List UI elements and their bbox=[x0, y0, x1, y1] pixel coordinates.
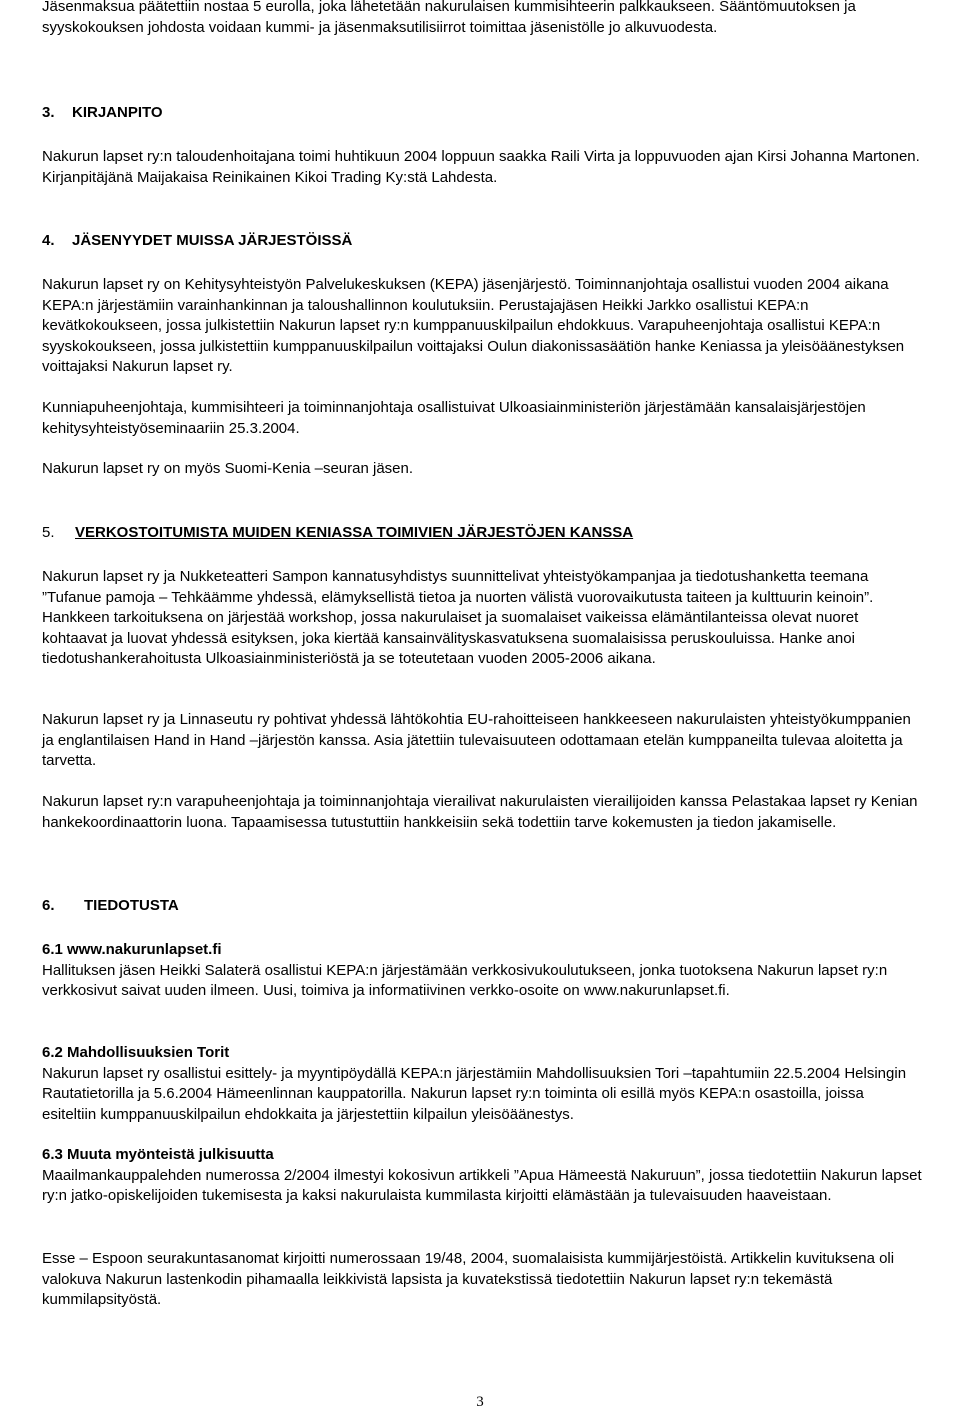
body-text: Jäsenmaksua päätettiin nostaa 5 eurolla, joka lähetetään nakurulaisen kummisihteerin palkkaukseen. Sääntömuutoksen ja syyskokouksen johdosta voidaan kummi- ja jäsenmaksutilisiirrot toimittaa jäsenistölle jo alkuvuodesta. bbox=[42, 0, 856, 36]
intro-paragraph bbox=[42, 0, 922, 38]
section-4-heading bbox=[42, 231, 922, 252]
body-text: Nakurun lapset ry osallistui esittely- ja myyntipöydällä KEPA:n järjestämiin Mahdollisuuksien Tori –tapahtumiin 22.5.2004 Helsingin Rautatietorilla ja 5.6.2004 Hämeenlinnan kauppatorilla. Nakurun lapset ry:n toiminta oli esillä myös KEPA:n osastoilla, joissa esiteltiin kumppanuuskilpailun ehdokkaita ja järjestettiin kilpailun yleisöäänestys. bbox=[42, 1064, 907, 1123]
section-number: 5. bbox=[42, 524, 55, 541]
subsection-6-3 bbox=[42, 1145, 922, 1207]
section-5-paragraph-1 bbox=[42, 567, 922, 670]
section-5-paragraph-3 bbox=[42, 792, 922, 833]
section-title: VERKOSTOITUMISTA MUIDEN KENIASSA TOIMIVIEN JÄRJESTÖJEN KANSSA bbox=[75, 524, 634, 541]
section-title: KIRJANPITO bbox=[72, 104, 163, 121]
body-text: Maailmankauppalehden numerossa 2/2004 ilmestyi kokosivun artikkeli ”Apua Hämeestä Nakuruun”, jossa tiedotettiin Nakurun lapset ry:n jatko-opiskelijoiden tukemisesta ja kaksi nakurulaista kummilasta kirjoitti elämästään ja tulevaisuuden haaveistaan. bbox=[42, 1166, 922, 1204]
body-text: Nakurun lapset ry ja Nukketeatteri Sampon kannatusyhdistys suunnittelivat yhteistyökampanjaa ja tiedotushanketta teemana ”Tufanue pamoja – Tehkäämme yhdessä, elämyksellistä tietoa ja nuorten välistä vuorovaikutusta taiteen ja kulttuurin keinoin”. Hankkeen tarkoituksena on järjestää workshop, jossa nakurulaiset ja suomalaiset vaikeissa elämäntilanteissa olevat nuoret kohtaavat ja luovat yhdessä esityksen, joka kiertää kansainvälityskasvatuksena suomalaisissa peruskouluissa. Hanke anoi tiedotushankerahoitusta Ulkoasiainministeriöstä ja se toteutetaan vuoden 2005-2006 aikana. bbox=[42, 568, 874, 667]
section-number: 4. bbox=[42, 232, 55, 249]
section-6-heading bbox=[42, 896, 922, 917]
section-3-paragraph bbox=[42, 147, 922, 188]
section-title: TIEDOTUSTA bbox=[84, 897, 179, 914]
body-text: Nakurun lapset ry:n taloudenhoitajana toimi huhtikuun 2004 loppuun saakka Raili Virta ja loppuvuoden ajan Kirsi Johanna Martonen. Kirjanpitäjänä Maijakaisa Reinikainen Kikoi Trading Ky:stä Lahdesta. bbox=[42, 148, 920, 186]
section-title: JÄSENYYDET MUISSA JÄRJESTÖISSÄ bbox=[72, 232, 353, 249]
body-text: Nakurun lapset ry on Kehitysyhteistyön Palvelukeskuksen (KEPA) jäsenjärjestö. Toiminnanjohtaja osallistui vuoden 2004 aikana KEPA:n järjestämiin varainhankinnan ja taloushallinnon koulutuksiin. Perustajajäsen Heikki Jarkko osallistui KEPA:n kevätkokoukseen, jossa julkistettiin Nakurun lapset ry:n kumppanuuskilpailun ehdokkuus. Varapuheenjohtaja osallistui KEPA:n syyskokoukseen, jossa julkistettiin kumppanuuskilpailun voittajaksi Oulun diakonissasäätiön hanke Keniassa ja yleisöäänestyksen voittajaksi Nakurun lapset ry. bbox=[42, 276, 905, 375]
subsection-6-3-paragraph-2 bbox=[42, 1249, 922, 1311]
section-number: 6. bbox=[42, 897, 55, 914]
section-3-heading bbox=[42, 103, 922, 124]
subsection-title: 6.2 Mahdollisuuksien Torit bbox=[42, 1044, 230, 1061]
subsection-title: 6.1 www.nakurunlapset.fi bbox=[42, 941, 222, 958]
section-4-paragraph-3 bbox=[42, 459, 922, 480]
section-4-paragraph-1 bbox=[42, 275, 922, 378]
subsection-6-2 bbox=[42, 1043, 922, 1125]
body-text: Kunniapuheenjohtaja, kummisihteeri ja toiminnanjohtaja osallistuivat Ulkoasiainministeriön järjestämään kansalaisjärjestöjen kehitysyhteistyöseminaariin 25.3.2004. bbox=[42, 399, 866, 437]
section-5-paragraph-2 bbox=[42, 710, 922, 772]
body-text: Nakurun lapset ry on myös Suomi-Kenia –seuran jäsen. bbox=[42, 460, 414, 477]
subsection-6-1 bbox=[42, 940, 922, 1002]
body-text: Esse – Espoon seurakuntasanomat kirjoitti numerossaan 19/48, 2004, suomalaisista kummijärjestöistä. Artikkelin kuvituksena oli valokuva Nakurun lastenkodin pihamaalla leikkivistä lapsista ja kuvatekstissä tiedotettiin Nakurun lapset ry:n tekemästä kummilapsityöstä. bbox=[42, 1250, 895, 1308]
body-text: Nakurun lapset ry ja Linnaseutu ry pohtivat yhdessä lähtökohtia EU-rahoitteiseen hankkeeseen nakurulaisten yhteistyökumppanien ja englantilaisen Hand in Hand –järjestön kanssa. Asia jätettiin tulevaisuuteen odottamaan etelän kumppaneilta tulevaa aloitetta ja tarvetta. bbox=[42, 711, 911, 769]
body-text: Hallituksen jäsen Heikki Salaterä osallistui KEPA:n järjestämään verkkosivukoulutukseen, jonka tuotoksena Nakurun lapset ry:n verkkosivut saivat uuden ilmeen. Uusi, toimiva ja informatiivinen verkko-osoite on www.nakurunlapset.fi. bbox=[42, 961, 888, 999]
section-4-paragraph-2 bbox=[42, 398, 922, 439]
section-number: 3. bbox=[42, 104, 55, 121]
section-5-heading bbox=[42, 523, 922, 544]
page-number: 3 bbox=[476, 1394, 484, 1410]
body-text: Nakurun lapset ry:n varapuheenjohtaja ja toiminnanjohtaja vierailivat nakurulaisten vierailijoiden kanssa Pelastakaa lapset ry Kenian hankekoordinaattorin luona. Tapaamisessa tutustuttiin hankkeisiin sekä todettiin tarve kokemusten ja tiedon jakamiselle. bbox=[42, 793, 918, 831]
subsection-title: 6.3 Muuta myönteistä julkisuutta bbox=[42, 1146, 274, 1163]
